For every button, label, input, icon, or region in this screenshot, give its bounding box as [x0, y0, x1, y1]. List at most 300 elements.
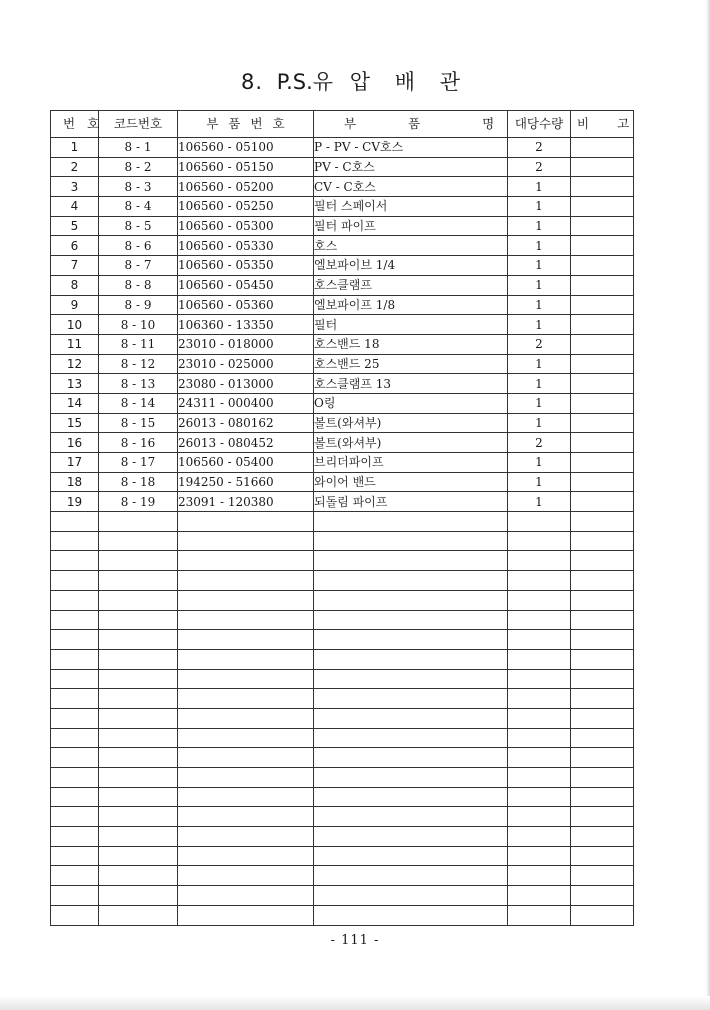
table-header-row	[51, 111, 634, 138]
empty-cell	[51, 630, 99, 650]
cell-no: 19	[51, 492, 99, 512]
table-row	[51, 177, 634, 197]
cell-note	[571, 157, 634, 177]
header-name-1: 부	[344, 116, 357, 131]
empty-cell	[51, 512, 99, 532]
empty-cell	[51, 787, 99, 807]
table-row	[51, 275, 634, 295]
empty-cell	[571, 866, 634, 886]
cell-code: 8 - 13	[99, 374, 178, 394]
cell-part-no: 106560 - 05350	[178, 256, 314, 276]
empty-cell	[178, 531, 314, 551]
cell-code: 8 - 17	[99, 453, 178, 473]
cell-note	[571, 138, 634, 158]
cell-part-no: 106560 - 05250	[178, 197, 314, 217]
empty-cell	[314, 827, 508, 847]
empty-cell	[571, 748, 634, 768]
empty-cell	[51, 827, 99, 847]
empty-cell	[508, 905, 571, 925]
empty-cell	[571, 787, 634, 807]
cell-code: 8 - 1	[99, 138, 178, 158]
empty-cell	[51, 708, 99, 728]
cell-part-no: 23010 - 025000	[178, 354, 314, 374]
empty-cell	[99, 846, 178, 866]
empty-cell	[314, 571, 508, 591]
table-row	[51, 334, 634, 354]
cell-no: 1	[51, 138, 99, 158]
empty-row	[51, 669, 634, 689]
empty-cell	[314, 551, 508, 571]
empty-row	[51, 708, 634, 728]
empty-cell	[571, 905, 634, 925]
cell-name: 볼트(와셔부)	[314, 413, 508, 433]
empty-cell	[51, 807, 99, 827]
empty-cell	[508, 689, 571, 709]
cell-note	[571, 354, 634, 374]
empty-cell	[508, 669, 571, 689]
empty-cell	[99, 768, 178, 788]
cell-qty: 1	[508, 393, 571, 413]
cell-no: 2	[51, 157, 99, 177]
cell-code: 8 - 3	[99, 177, 178, 197]
empty-cell	[178, 807, 314, 827]
empty-row	[51, 905, 634, 925]
empty-cell	[571, 669, 634, 689]
empty-row	[51, 649, 634, 669]
table-row	[51, 492, 634, 512]
cell-qty: 1	[508, 453, 571, 473]
empty-row	[51, 787, 634, 807]
empty-cell	[571, 807, 634, 827]
table-row	[51, 433, 634, 453]
empty-cell	[99, 748, 178, 768]
table-row	[51, 236, 634, 256]
cell-code: 8 - 2	[99, 157, 178, 177]
cell-no: 8	[51, 275, 99, 295]
title-number: 8.	[240, 70, 264, 94]
cell-part-no: 23080 - 013000	[178, 374, 314, 394]
empty-cell	[571, 610, 634, 630]
empty-cell	[571, 531, 634, 551]
empty-cell	[508, 571, 571, 591]
cell-note	[571, 393, 634, 413]
empty-cell	[314, 708, 508, 728]
cell-code: 8 - 5	[99, 216, 178, 236]
empty-cell	[99, 905, 178, 925]
empty-cell	[508, 610, 571, 630]
cell-qty: 1	[508, 216, 571, 236]
cell-name: 엘보파이프 1/8	[314, 295, 508, 315]
cell-no: 15	[51, 413, 99, 433]
cell-name: 호스	[314, 236, 508, 256]
page-number: - 111 -	[330, 933, 380, 948]
empty-cell	[571, 708, 634, 728]
cell-note	[571, 236, 634, 256]
cell-part-no: 23010 - 018000	[178, 334, 314, 354]
cell-qty: 1	[508, 374, 571, 394]
cell-part-no: 106560 - 05100	[178, 138, 314, 158]
empty-cell	[99, 886, 178, 906]
empty-cell	[314, 846, 508, 866]
empty-cell	[314, 531, 508, 551]
cell-no: 7	[51, 256, 99, 276]
empty-cell	[99, 649, 178, 669]
cell-qty: 1	[508, 177, 571, 197]
empty-cell	[99, 551, 178, 571]
cell-note	[571, 177, 634, 197]
empty-cell	[178, 590, 314, 610]
table-row	[51, 216, 634, 236]
cell-part-no: 26013 - 080162	[178, 413, 314, 433]
cell-no: 3	[51, 177, 99, 197]
empty-row	[51, 590, 634, 610]
cell-name: 호스밴드 25	[314, 354, 508, 374]
empty-cell	[178, 728, 314, 748]
cell-part-no: 26013 - 080452	[178, 433, 314, 453]
cell-no: 5	[51, 216, 99, 236]
empty-cell	[508, 748, 571, 768]
empty-row	[51, 689, 634, 709]
empty-cell	[99, 827, 178, 847]
empty-cell	[508, 827, 571, 847]
cell-part-no: 106560 - 05400	[178, 453, 314, 473]
empty-row	[51, 630, 634, 650]
empty-row	[51, 610, 634, 630]
cell-name: P - PV - CV호스	[314, 138, 508, 158]
empty-cell	[51, 886, 99, 906]
table-row	[51, 472, 634, 492]
empty-cell	[571, 827, 634, 847]
empty-row	[51, 807, 634, 827]
empty-cell	[314, 630, 508, 650]
cell-part-no: 106560 - 05330	[178, 236, 314, 256]
empty-row	[51, 748, 634, 768]
header-qty: 대당수량	[508, 111, 571, 138]
empty-cell	[314, 807, 508, 827]
cell-note	[571, 216, 634, 236]
cell-name: 필터 스페이서	[314, 197, 508, 217]
cell-note	[571, 433, 634, 453]
cell-qty: 1	[508, 492, 571, 512]
empty-cell	[571, 551, 634, 571]
cell-part-no: 194250 - 51660	[178, 472, 314, 492]
cell-no: 17	[51, 453, 99, 473]
empty-cell	[99, 571, 178, 591]
cell-name: 호스밴드 18	[314, 334, 508, 354]
cell-qty: 1	[508, 197, 571, 217]
empty-cell	[314, 669, 508, 689]
empty-cell	[508, 846, 571, 866]
cell-part-no: 106360 - 13350	[178, 315, 314, 335]
header-note-1: 비	[577, 116, 590, 131]
empty-cell	[99, 689, 178, 709]
empty-cell	[571, 886, 634, 906]
empty-row	[51, 531, 634, 551]
cell-no: 9	[51, 295, 99, 315]
cell-name: 필터 파이프	[314, 216, 508, 236]
cell-qty: 1	[508, 236, 571, 256]
empty-cell	[51, 728, 99, 748]
empty-cell	[178, 827, 314, 847]
empty-cell	[178, 866, 314, 886]
cell-qty: 1	[508, 295, 571, 315]
cell-code: 8 - 14	[99, 393, 178, 413]
cell-code: 8 - 9	[99, 295, 178, 315]
cell-note	[571, 492, 634, 512]
empty-cell	[508, 886, 571, 906]
empty-cell	[571, 590, 634, 610]
cell-qty: 2	[508, 138, 571, 158]
cell-note	[571, 295, 634, 315]
cell-part-no: 106560 - 05360	[178, 295, 314, 315]
empty-cell	[508, 708, 571, 728]
empty-cell	[99, 512, 178, 532]
table-row	[51, 197, 634, 217]
cell-name: PV - C호스	[314, 157, 508, 177]
cell-code: 8 - 10	[99, 315, 178, 335]
empty-cell	[314, 610, 508, 630]
empty-cell	[571, 649, 634, 669]
empty-cell	[178, 787, 314, 807]
empty-cell	[178, 512, 314, 532]
empty-cell	[508, 512, 571, 532]
table-body	[51, 138, 634, 926]
page-edge-right	[706, 0, 710, 1010]
empty-cell	[51, 669, 99, 689]
table-row	[51, 315, 634, 335]
empty-cell	[508, 728, 571, 748]
empty-row	[51, 571, 634, 591]
empty-row	[51, 512, 634, 532]
cell-code: 8 - 19	[99, 492, 178, 512]
table-row	[51, 256, 634, 276]
page-edge-bottom	[0, 996, 710, 1010]
empty-cell	[51, 768, 99, 788]
cell-code: 8 - 11	[99, 334, 178, 354]
header-name-3: 명	[482, 116, 495, 131]
empty-cell	[178, 630, 314, 650]
cell-qty: 1	[508, 315, 571, 335]
empty-cell	[508, 649, 571, 669]
cell-name: 볼트(와셔부)	[314, 433, 508, 453]
cell-note	[571, 472, 634, 492]
empty-cell	[51, 649, 99, 669]
empty-cell	[508, 866, 571, 886]
cell-no: 18	[51, 472, 99, 492]
empty-cell	[178, 571, 314, 591]
cell-note	[571, 374, 634, 394]
cell-note	[571, 453, 634, 473]
empty-cell	[178, 669, 314, 689]
cell-qty: 2	[508, 334, 571, 354]
title-word-1: 유	[312, 70, 335, 94]
empty-row	[51, 768, 634, 788]
empty-cell	[178, 689, 314, 709]
empty-cell	[178, 551, 314, 571]
empty-cell	[508, 787, 571, 807]
header-part-no: 부품번호	[178, 111, 314, 138]
page-title	[0, 66, 710, 96]
cell-qty: 1	[508, 354, 571, 374]
cell-note	[571, 275, 634, 295]
cell-name: 엘보파이브 1/4	[314, 256, 508, 276]
empty-cell	[314, 787, 508, 807]
empty-cell	[99, 630, 178, 650]
cell-note	[571, 334, 634, 354]
cell-part-no: 24311 - 000400	[178, 393, 314, 413]
cell-qty: 1	[508, 413, 571, 433]
title-word-2: 압	[349, 70, 372, 94]
empty-cell	[314, 512, 508, 532]
header-note	[571, 111, 634, 138]
empty-cell	[571, 846, 634, 866]
empty-cell	[571, 689, 634, 709]
empty-cell	[178, 649, 314, 669]
empty-cell	[571, 571, 634, 591]
cell-note	[571, 256, 634, 276]
empty-row	[51, 827, 634, 847]
empty-cell	[508, 590, 571, 610]
empty-cell	[314, 689, 508, 709]
cell-name: CV - C호스	[314, 177, 508, 197]
cell-note	[571, 315, 634, 335]
empty-cell	[508, 768, 571, 788]
cell-no: 12	[51, 354, 99, 374]
cell-part-no: 23091 - 120380	[178, 492, 314, 512]
empty-cell	[51, 571, 99, 591]
cell-code: 8 - 12	[99, 354, 178, 374]
empty-cell	[99, 590, 178, 610]
empty-cell	[571, 728, 634, 748]
header-name-2: 품	[408, 116, 421, 131]
table-row	[51, 413, 634, 433]
empty-cell	[99, 531, 178, 551]
empty-cell	[51, 689, 99, 709]
empty-cell	[99, 728, 178, 748]
empty-cell	[99, 708, 178, 728]
empty-cell	[314, 905, 508, 925]
table-row	[51, 157, 634, 177]
empty-cell	[571, 768, 634, 788]
cell-no: 16	[51, 433, 99, 453]
empty-row	[51, 866, 634, 886]
empty-cell	[314, 728, 508, 748]
title-word-4: 관	[439, 70, 462, 94]
empty-cell	[314, 768, 508, 788]
cell-qty: 1	[508, 256, 571, 276]
cell-no: 6	[51, 236, 99, 256]
cell-part-no: 106560 - 05450	[178, 275, 314, 295]
cell-part-no: 106560 - 05200	[178, 177, 314, 197]
cell-name: 호스클램프	[314, 275, 508, 295]
empty-cell	[508, 531, 571, 551]
cell-code: 8 - 18	[99, 472, 178, 492]
empty-cell	[51, 610, 99, 630]
empty-cell	[178, 708, 314, 728]
empty-cell	[571, 630, 634, 650]
header-note-2: 고	[617, 116, 630, 131]
cell-name: 필터	[314, 315, 508, 335]
title-word-3: 배	[394, 70, 417, 94]
cell-qty: 1	[508, 275, 571, 295]
empty-row	[51, 886, 634, 906]
empty-cell	[178, 768, 314, 788]
empty-cell	[99, 669, 178, 689]
empty-row	[51, 551, 634, 571]
empty-cell	[314, 649, 508, 669]
empty-cell	[51, 866, 99, 886]
cell-no: 11	[51, 334, 99, 354]
header-code: 코드번호	[99, 111, 178, 138]
header-no: 번호	[51, 111, 99, 138]
cell-no: 13	[51, 374, 99, 394]
empty-cell	[508, 630, 571, 650]
empty-cell	[178, 748, 314, 768]
empty-cell	[51, 846, 99, 866]
cell-part-no: 106560 - 05150	[178, 157, 314, 177]
empty-cell	[51, 905, 99, 925]
empty-cell	[508, 551, 571, 571]
empty-cell	[508, 807, 571, 827]
cell-code: 8 - 16	[99, 433, 178, 453]
empty-cell	[51, 590, 99, 610]
table-row	[51, 138, 634, 158]
empty-cell	[51, 551, 99, 571]
empty-cell	[314, 886, 508, 906]
empty-cell	[571, 512, 634, 532]
title-ps: P.S.	[276, 70, 313, 94]
empty-cell	[314, 748, 508, 768]
parts-table	[50, 110, 634, 926]
cell-name: 와이어 밴드	[314, 472, 508, 492]
cell-note	[571, 197, 634, 217]
table-row	[51, 393, 634, 413]
empty-cell	[99, 866, 178, 886]
cell-qty: 2	[508, 433, 571, 453]
cell-name: 되돌림 파이프	[314, 492, 508, 512]
cell-qty: 1	[508, 472, 571, 492]
cell-no: 10	[51, 315, 99, 335]
table-row	[51, 354, 634, 374]
empty-cell	[178, 846, 314, 866]
empty-row	[51, 728, 634, 748]
empty-row	[51, 846, 634, 866]
cell-no: 4	[51, 197, 99, 217]
empty-cell	[99, 610, 178, 630]
empty-cell	[314, 866, 508, 886]
cell-name: 호스클램프 13	[314, 374, 508, 394]
table-row	[51, 295, 634, 315]
cell-no: 14	[51, 393, 99, 413]
cell-code: 8 - 15	[99, 413, 178, 433]
empty-cell	[178, 886, 314, 906]
empty-cell	[314, 590, 508, 610]
empty-cell	[178, 610, 314, 630]
empty-cell	[99, 807, 178, 827]
cell-code: 8 - 8	[99, 275, 178, 295]
cell-note	[571, 413, 634, 433]
empty-cell	[51, 531, 99, 551]
cell-code: 8 - 6	[99, 236, 178, 256]
table-row	[51, 374, 634, 394]
cell-qty: 2	[508, 157, 571, 177]
table-row	[51, 453, 634, 473]
cell-code: 8 - 7	[99, 256, 178, 276]
header-name	[314, 111, 508, 138]
empty-cell	[51, 748, 99, 768]
cell-code: 8 - 4	[99, 197, 178, 217]
cell-part-no: 106560 - 05300	[178, 216, 314, 236]
